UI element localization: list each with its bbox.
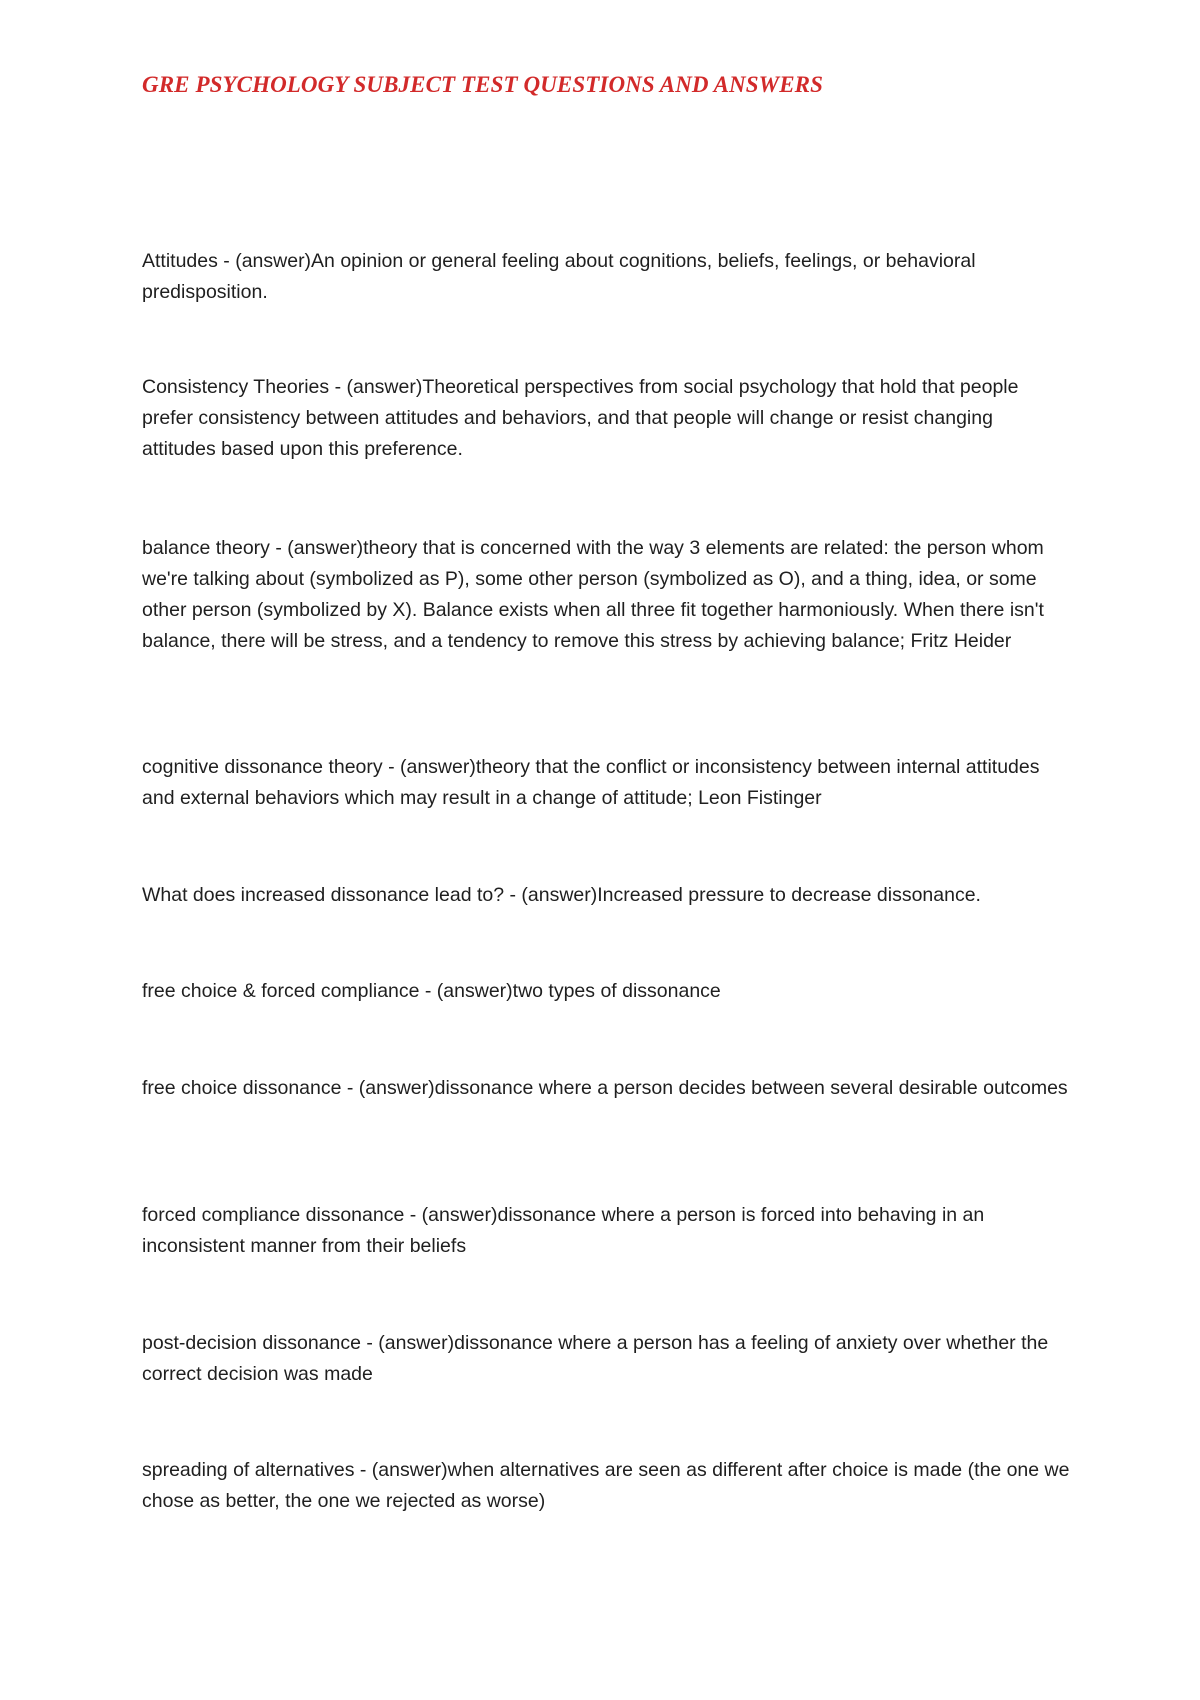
qa-entry-increased-dissonance: What does increased dissonance lead to? - (answer)Increased pressure to decrease dissonance. [142,884,981,906]
qa-entry-attitudes: Attitudes - (answer)An opinion or general feeling about cognitions, beliefs, feelings, or behavioral predisposition. [142,250,976,303]
qa-entry-spreading-of-alternatives: spreading of alternatives - (answer)when alternatives are seen as different after choice is made (the one we chose as better, the one we rejected as worse) [142,1459,1070,1512]
qa-entry-cognitive-dissonance-theory: cognitive dissonance theory - (answer)theory that the conflict or inconsistency between internal attitudes and external behaviors which may result in a change of attitude; Leon Fistinger [142,756,1040,809]
qa-entry-consistency-theories: Consistency Theories - (answer)Theoretical perspectives from social psychology that hold that people prefer consistency between attitudes and behaviors, and that people will change or resist changing attitudes based upon this preference. [142,376,1019,460]
qa-entry-free-choice-forced-compliance: free choice & forced compliance - (answer)two types of dissonance [142,980,721,1002]
qa-entry-forced-compliance-dissonance: forced compliance dissonance - (answer)dissonance where a person is forced into behaving in an inconsistent manner from their beliefs [142,1204,985,1257]
qa-entry-balance-theory: balance theory - (answer)theory that is concerned with the way 3 elements are related: the person whom we're talking about (symbolized as P), some other person (symbolized as O), and a thing, idea, or some other person (symbolized by X). Balance exists when all three fit together harmoniously. When there isn't balance, there will be stress, and a tendency to remove this stress by achieving balance; Fritz Heider [142,537,1044,652]
qa-entry-post-decision-dissonance: post-decision dissonance - (answer)dissonance where a person has a feeling of anxiety over whether the correct decision was made [142,1332,1049,1385]
document-title: GRE PSYCHOLOGY SUBJECT TEST QUESTIONS AND ANSWERS [142,72,823,97]
qa-entry-free-choice-dissonance: free choice dissonance - (answer)dissonance where a person decides between several desirable outcomes [142,1077,1068,1099]
